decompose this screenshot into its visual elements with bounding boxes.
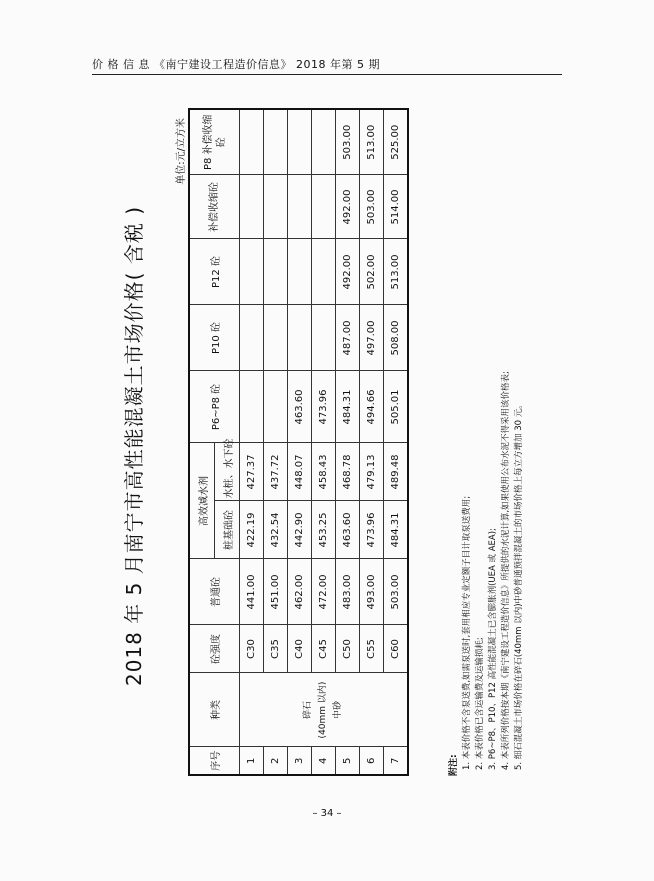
cell-grade: C40 (288, 625, 312, 673)
col-p8comp-header: P8 补偿收缩砼 (189, 109, 240, 175)
cell-comp (288, 175, 312, 239)
cell-p10 (312, 305, 336, 371)
cell-pile: 463.60 (336, 501, 360, 559)
cell-p8comp: 503.00 (336, 109, 360, 175)
cell-kind (240, 673, 409, 747)
cell-seq: 3 (288, 747, 312, 775)
cell-p12: 502.00 (360, 239, 384, 305)
col-p12-header: P12 砼 (189, 239, 240, 305)
col-grade-header: 砼强度 (189, 625, 240, 673)
cell-grade: C55 (360, 625, 384, 673)
col-seq-header: 序号 (189, 747, 240, 775)
cell-comp (312, 175, 336, 239)
running-header: 价 格 信 息 《南宁建设工程造价信息》 2018 年第 5 期 (92, 58, 380, 71)
cell-p8comp (312, 109, 336, 175)
cell-p12 (240, 239, 264, 305)
cell-p8comp (288, 109, 312, 175)
cell-seq: 4 (312, 747, 336, 775)
table-row (240, 109, 264, 775)
cell-normal: 472.00 (312, 559, 336, 625)
note-line: 4. 本表所列价格按本期《南宁建设工程造价信息》所提供的水泥计算,如果使用公布水泥不得采用该价格表; (501, 371, 511, 770)
cell-underwater: 468.78 (336, 443, 360, 501)
cell-normal: 462.00 (288, 559, 312, 625)
cell-grade: C50 (336, 625, 360, 673)
kind-line: 碎石 (303, 701, 313, 720)
cell-pile: 432.54 (264, 501, 288, 559)
col-normal-header: 普通砼 (189, 559, 240, 625)
cell-p8comp (264, 109, 288, 175)
cell-normal: 503.00 (384, 559, 409, 625)
cell-normal: 493.00 (360, 559, 384, 625)
cell-pile: 473.96 (360, 501, 384, 559)
cell-p12: 513.00 (384, 239, 409, 305)
cell-p12 (288, 239, 312, 305)
table-title: 2018 年 5 月南宁市高性能混凝土市场价格( 含税 ) (122, 206, 146, 687)
note-line: 3. P6~P8、P10、P12 高性能混凝土已含膨胀剂(UEA 或 AEA); (488, 528, 498, 770)
cell-normal: 451.00 (264, 559, 288, 625)
cell-p6p8: 505.01 (384, 371, 409, 443)
cell-p10 (240, 305, 264, 371)
kind-line: 中砂 (333, 701, 343, 720)
cell-p8comp: 525.00 (384, 109, 409, 175)
cell-p10: 497.00 (360, 305, 384, 371)
cell-p6p8 (264, 371, 288, 443)
col-pile-header: 桩基础砼 (215, 501, 240, 559)
notes-title: 附注: (449, 754, 459, 776)
cell-underwater: 437.72 (264, 443, 288, 501)
cell-comp: 503.00 (360, 175, 384, 239)
cell-p8comp (240, 109, 264, 175)
cell-pile: 442.90 (288, 501, 312, 559)
page-number: – 34 – (312, 808, 342, 819)
cell-p6p8: 494.66 (360, 371, 384, 443)
cell-grade: C30 (240, 625, 264, 673)
cell-normal: 441.00 (240, 559, 264, 625)
col-comp-header: 补偿收缩砼 (189, 175, 240, 239)
cell-pile: 422.19 (240, 501, 264, 559)
cell-comp (264, 175, 288, 239)
cell-underwater: 458.43 (312, 443, 336, 501)
cell-comp: 492.00 (336, 175, 360, 239)
cell-underwater: 427.37 (240, 443, 264, 501)
cell-p10 (264, 305, 288, 371)
cell-underwater: 489.48 (384, 443, 409, 501)
cell-grade: C60 (384, 625, 409, 673)
cell-grade: C35 (264, 625, 288, 673)
unit-label: 单位:元/立方米 (176, 118, 187, 185)
cell-p8comp: 513.00 (360, 109, 384, 175)
col-kind-header: 种类 (189, 673, 240, 747)
col-p10-header: P10 砼 (189, 305, 240, 371)
cell-comp (240, 175, 264, 239)
cell-seq: 6 (360, 747, 384, 775)
cell-p6p8: 484.31 (336, 371, 360, 443)
col-reducer-header: 高效减水剂 (189, 443, 215, 559)
cell-normal: 483.00 (336, 559, 360, 625)
cell-seq: 1 (240, 747, 264, 775)
col-underwater-header: 水桩、水下砼 (215, 443, 240, 501)
cell-p10: 508.00 (384, 305, 409, 371)
kind-line: (40mm 以内) (318, 681, 328, 739)
cell-seq: 2 (264, 747, 288, 775)
cell-grade: C45 (312, 625, 336, 673)
rotated-content (106, 106, 536, 786)
cell-p6p8: 463.60 (288, 371, 312, 443)
price-table (188, 108, 409, 776)
cell-p10 (288, 305, 312, 371)
note-line: 5. 细石混凝土市场价格在碎石(40mm 以内)中砂普通预拌混凝土的市场价格上每立方增加 30 元。 (514, 400, 524, 770)
note-line: 1. 本表价格不含泵送费,如需泵送时,套用相应专业定额子目计取泵送费用; (462, 495, 472, 770)
cell-p12 (312, 239, 336, 305)
cell-comp: 514.00 (384, 175, 409, 239)
cell-p12: 492.00 (336, 239, 360, 305)
col-p6p8-header: P6~P8 砼 (189, 371, 240, 443)
table-header-row (189, 109, 215, 775)
cell-underwater: 479.13 (360, 443, 384, 501)
cell-seq: 5 (336, 747, 360, 775)
cell-pile: 484.31 (384, 501, 409, 559)
note-line: 2. 本表价格已含运输费及运输损耗; (475, 637, 485, 770)
cell-p6p8 (240, 371, 264, 443)
cell-seq: 7 (384, 747, 409, 775)
notes-block (448, 136, 526, 776)
cell-pile: 453.25 (312, 501, 336, 559)
cell-underwater: 448.07 (288, 443, 312, 501)
cell-p12 (264, 239, 288, 305)
header-rule (92, 74, 562, 75)
cell-p6p8: 473.96 (312, 371, 336, 443)
cell-p10: 487.00 (336, 305, 360, 371)
